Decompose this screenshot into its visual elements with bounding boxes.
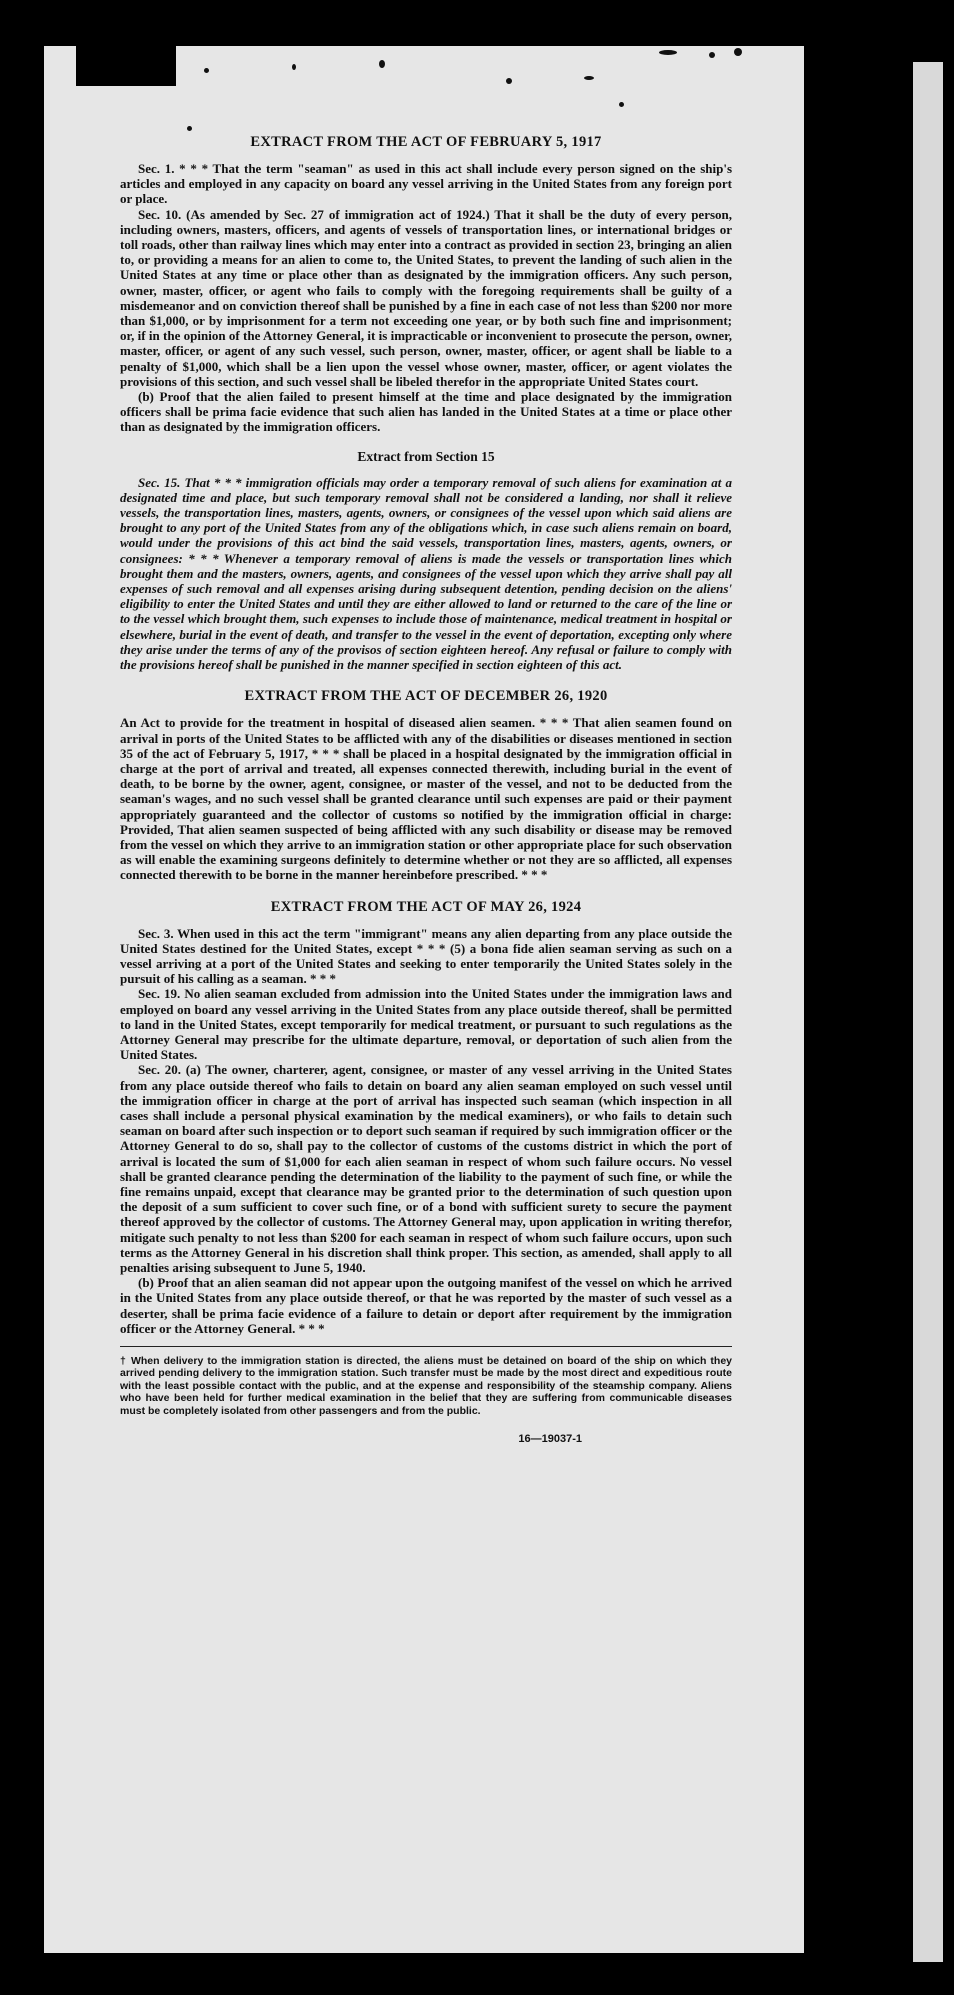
scan-artifact — [76, 46, 176, 86]
scan-speck — [187, 126, 192, 131]
heading-act-1924: EXTRACT FROM THE ACT OF MAY 26, 1924 — [270, 898, 582, 915]
act-1920-text: An Act to provide for the treatment in hospital of diseased alien seamen. * * * That alien seamen found on arrival in ports of the United States to be afflicted with any of the disabilities or diseases mentioned in section 35 of the act of February 5, 1917, * * * shall be placed in a hospital designated by the immigration official in charge at the port of arrival and treated, all expenses connected therewith, including burial in the event of death, to be borne by the owner, agent, consignee, or master of the vessel, and not to be deducted from the seaman's wages, and no such vessel shall be granted clearance until such expenses are paid or their payment appropriately guaranteed and the collector of customs so notified by the immigration official in charge: Provided, That alien seamen suspected of being afflicted with any such disability or disease may be removed from the vessel on which they arrive to an immigration station or other appropriate place for such observation as will enable the examining surgeons definitely to determine whether or not they are so afflicted, all expenses connected therewith to be borne in the manner hereinbefore prescribed. * * * — [120, 715, 732, 883]
document-page — [44, 46, 804, 1953]
heading-act-1920: EXTRACT FROM THE ACT OF DECEMBER 26, 1920 — [244, 688, 608, 705]
section-3-text: Sec. 3. When used in this act the term "immigrant" means any alien departing from any place outside the United States destined for the United States, except * * * (5) a bona fide alien seaman serving as such on a vessel arriving at a port of the United States and seeking to enter temporarily the United States solely in the pursuit of his calling as a seaman. * * * — [120, 925, 732, 987]
scan-speck — [584, 76, 594, 80]
scan-speck — [659, 50, 677, 55]
section-15-text: Sec. 15. That * * * immigration officials may order a temporary removal of such aliens for examination at a designated time and place, but such temporary removal shall not be considered a landing, nor shall it relieve vessels, the transportation lines, masters, agents, owners, or consignees of the vessel upon which said aliens are brought to any port of the United States from any of the obligations which, in case such aliens remain on board, would under the provisions of this act bind the said vessels, transportation lines, masters, agents, owners, or consignees: * * * Whenever a temporary removal of aliens is made the vessels or transportation lines which brought them and the masters, owners, agents, and consignees of the vessel upon which they arrive shall pay all expenses of such removal and all expenses arising during subsequent detention, pending decision on the aliens' eligibility to enter the United States and until they are either allowed to land or returned to the care of the line or to the vessel which brought them, such expenses to include those of maintenance, medical treatment in hospital or elsewhere, burial in the event of death, and transfer to the vessel in the event of deportation, excepting only where they arise under the terms of any of the provisos of section eighteen hereof. Any refusal or failure to comply with the provisions hereof shall be punished in the manner specified in section eighteen of this act. — [120, 474, 732, 673]
scan-speck — [506, 78, 512, 84]
heading-section-15: Extract from Section 15 — [357, 448, 495, 464]
heading-act-1917: EXTRACT FROM THE ACT OF FEBRUARY 5, 1917 — [250, 134, 602, 150]
section-20a-text: Sec. 20. (a) The owner, charterer, agent, consignee, or master of any vessel arriving in the United States from any place outside thereof who fails to detain on board any alien seaman employed on such vessel until the immigration officer in charge at the port of arrival has inspected such seaman (which inspection in all cases shall include a personal physical examination by the medical examiners), or who fails to detain such seaman on board after such inspection or to deport such seaman if required by such immigration officer or the Attorney General to do so, shall pay to the collector of customs of the customs district in which the port of arrival is located the sum of $1,000 for each alien seaman in respect of whom such failure occurs. No vessel shall be granted clearance pending the determination of the liability to the payment of such fine, or while the fine remains unpaid, except that clearance may be granted prior to the determination of such question upon the deposit of a sum sufficient to cover such fine, or of a bond with sufficient surety to secure the payment thereof approved by the collector of customs. The Attorney General may, upon application in writing therefor, mitigate such penalty to not less than $200 for each seaman in respect of whom such failure occurs, upon such terms as the Attorney General in his discretion shall think proper. This section, as amended, shall apply to all penalties arising subsequent to June 5, 1940. — [120, 1062, 732, 1275]
section-19-text: Sec. 19. No alien seaman excluded from admission into the United States under the immigration laws and employed on board any vessel arriving in the United States from any place outside thereof, shall be permitted to land in the United States, except temporarily for medical treatment, or pursuant to such regulations as the Attorney General may prescribe for the ultimate departure, removal, or deportation of such alien from the United States. — [120, 986, 732, 1063]
scan-speck — [292, 64, 296, 70]
section-20b-text: (b) Proof that an alien seaman did not appear upon the outgoing manifest of the vessel on which he arrived in the United States from any place outside thereof, or that he was reported by the master of such vessel as a deserter, shall be prima facie evidence of a failure to detain or deport after requirement by the immigration officer or the Attorney General. * * * — [120, 1275, 732, 1336]
scan-speck — [709, 52, 715, 58]
scan-speck — [619, 102, 624, 107]
footnote-text: † When delivery to the immigration station is directed, the aliens must be detained on board of the ship on which they arrived pending delivery to the immigration station. Such transfer must be made by the most direct and expeditious route with the least possible contact with the public, and at the expense and responsibility of the steamship company. Aliens who have been held for further medical examination in the belief that they are suffering from communicable diseases must be completely isolated from other passengers and from the public. — [120, 1355, 732, 1417]
document-body — [120, 134, 732, 1445]
section-1-text: Sec. 1. * * * That the term "seaman" as used in this act shall include every person signed on the ship's articles and employed in any capacity on board any vessel arriving in the United States from any foreign port or place. — [120, 161, 732, 207]
scan-speck — [734, 48, 742, 56]
form-number: 16—19037-1 — [518, 1433, 582, 1446]
adjacent-page-edge — [913, 62, 943, 1962]
section-10b-text: (b) Proof that the alien failed to present himself at the time and place designated by the immigration officers shall be prima facie evidence that such alien has landed in the United States at a time or place other than as designated by the immigration officers. — [120, 389, 732, 435]
footnote-divider — [120, 1346, 732, 1347]
scan-speck — [379, 60, 385, 68]
section-10-text: Sec. 10. (As amended by Sec. 27 of immigration act of 1924.) That it shall be the duty of every person, including owners, masters, officers, and agents of vessels of transportation lines, or international bridges or toll roads, other than railway lines which may enter into a contract as provided in section 23, bringing an alien to, or providing a means for an alien to come to, the United States, to prevent the landing of such alien in the United States at any time or place other than as designated by the immigration officers. Any such person, owner, master, officer, or agent who fails to comply with the foregoing requirements shall be guilty of a misdemeanor and on conviction thereof shall be punished by a fine in each case of not less than $200 nor more than $1,000, or by imprisonment for a term not exceeding one year, or by both such fine and imprisonment; or, if in the opinion of the Attorney General, it is impracticable or inconvenient to prosecute the person, owner, master, officer, or agent of any such vessel, such person, owner, master, officer, or agent shall be liable to a penalty of $1,000, which shall be a lien upon the vessel whose owner, master, officer, or agent violates the provisions of this section, and such vessel shall be libeled therefor in the appropriate United States court. — [120, 206, 732, 389]
scan-speck — [204, 68, 209, 73]
